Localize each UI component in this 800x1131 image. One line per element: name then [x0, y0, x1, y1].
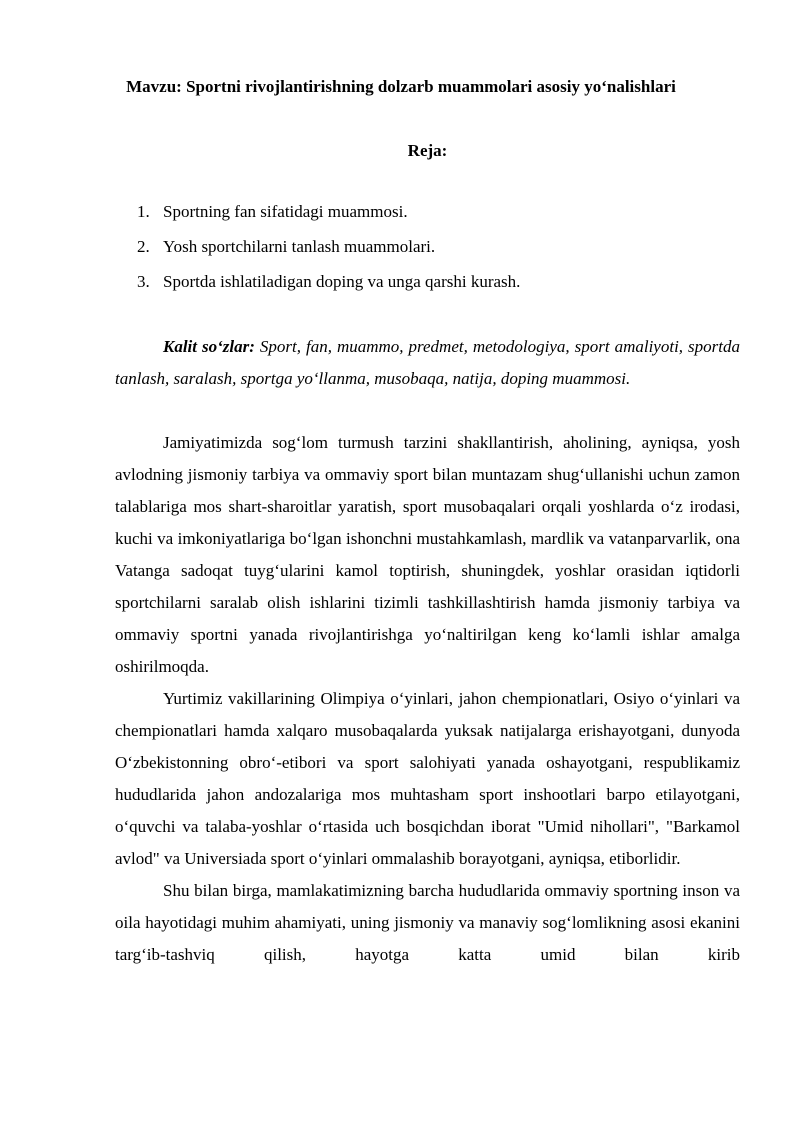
plan-item — [137, 264, 740, 299]
plan-item-text: Sportda ishlatiladigan doping va unga qarshi kurash. — [163, 272, 521, 291]
plan-item — [137, 229, 740, 264]
keywords-label: Kalit so‘zlar: — [163, 337, 255, 356]
keywords-text: Sport, fan, muammo, predmet, metodologiya, sport amaliyoti, sportda tanlash, saralash, sportga yo‘llanma, musobaqa, natija, doping muammosi. — [115, 337, 740, 388]
plan-item-number: 1. — [137, 202, 150, 221]
plan-list — [115, 194, 740, 299]
body-paragraph: Shu bilan birga, mamlakatimizning barcha hududlarida ommaviy sportning inson va oila hayotidagi muhim ahamiyati, uning jismoniy va manaviy sog‘lomlikning asosi ekanini targ‘ib-tashviq qilish, hayotga katta umid bilan kirib — [115, 881, 740, 964]
body-paragraph: Jamiyatimizda sog‘lom turmush tarzini shakllantirish, aholining, ayniqsa, yosh avlodning jismoniy tarbiya va ommaviy sport bilan muntazam shug‘ullanishi uchun zamon talablariga mos shart-sharoitlar yaratish, sport musobaqalari orqali yoshlarda o‘z irodasi, kuchi va imkoniyatlariga bo‘lgan ishonchni mustahkamlash, mardlik va vatanparvarlik, ona Vatanga sadoqat tuyg‘ularini kamol toptirish, shuningdek, yoshlar orasidan iqtidorli sportchilarni saralab olish ishlarini tizimli tashkillashtirish hamda jismoniy tarbiya va ommaviy sportni yanada rivojlantirishga yo‘naltirilgan keng ko‘lamli ishlar amalga oshirilmoqda. — [115, 433, 740, 676]
keywords-paragraph — [115, 331, 740, 395]
plan-heading: Reja: — [407, 141, 448, 160]
plan-item-text: Yosh sportchilarni tanlash muammolari. — [163, 237, 436, 256]
plan-item-number: 2. — [137, 237, 150, 256]
plan-item-number: 3. — [137, 272, 150, 291]
document-title: Mavzu: Sportni rivojlantirishning dolzarb muammolari asosiy yo‘nalishlari — [126, 77, 676, 96]
body-paragraph: Yurtimiz vakillarining Olimpiya o‘yinlari, jahon chempionatlari, Osiyo o‘yinlari va chempionatlari hamda xalqaro musobaqalarda yuksak natijalarga erishayotgani, dunyoda O‘zbekistonning obro‘-etibori va sport salohiyati yanada oshayotgani, respublikamiz hududlarida jahon andozalariga mos muhtasham sport inshootlari barpo etilayotgani, o‘quvchi va talaba-yoshlar o‘rtasida uch bosqichdan iborat "Umid nihollari", "Barkamol avlod" va Universiada sport o‘yinlari ommalashib borayotgani, ayniqsa, etiborlidir. — [115, 689, 740, 868]
plan-item-text: Sportning fan sifatidagi muammosi. — [163, 202, 408, 221]
plan-item — [137, 194, 740, 229]
